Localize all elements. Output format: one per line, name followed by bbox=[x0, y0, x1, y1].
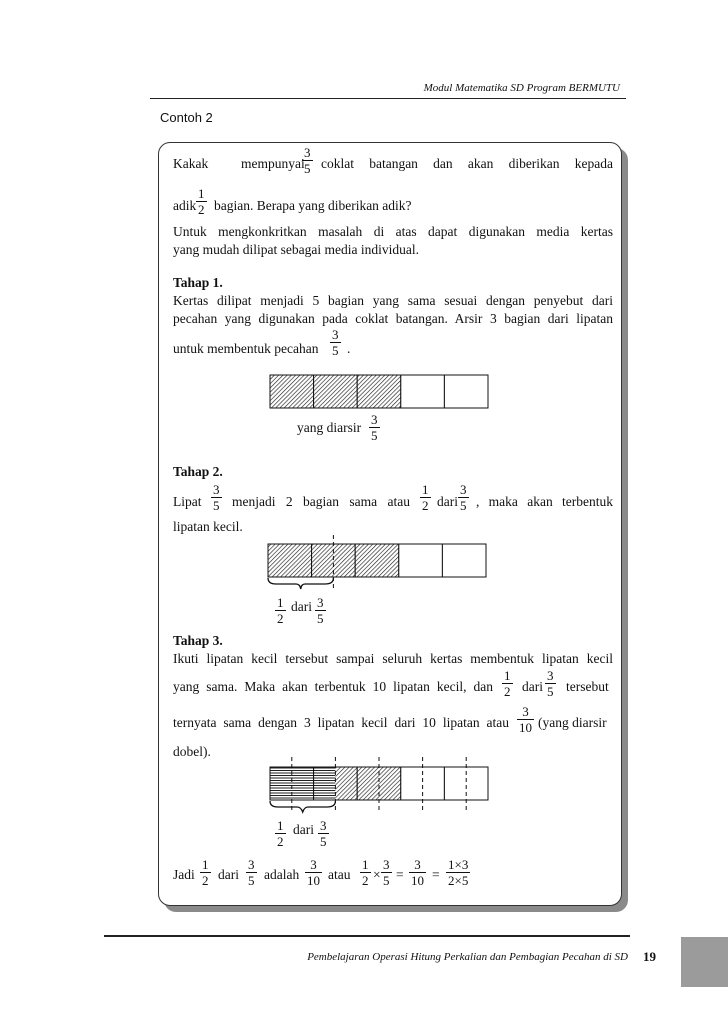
numerator: 1 bbox=[504, 668, 511, 683]
strip1-part-3-shaded bbox=[357, 375, 401, 408]
denominator: 5 bbox=[304, 161, 311, 176]
numerator: 1 bbox=[277, 595, 284, 610]
denominator: 5 bbox=[460, 498, 467, 513]
tahap1-line2: pecahan yang digunakan pada coklat batangan. Arsir 3 bagian dari lipatan bbox=[173, 311, 613, 326]
conclusion-fraction-3-5 bbox=[246, 858, 257, 887]
tahap3-fraction-1-2 bbox=[502, 669, 513, 698]
conclusion-equals-2: = bbox=[432, 867, 440, 882]
denominator: 10 bbox=[411, 873, 424, 888]
intro-line2-rest: bagian. Berapa yang diberikan adik? bbox=[214, 198, 412, 213]
tahap3-brace-fraction-1-2 bbox=[275, 819, 286, 848]
intro-word-mempunyai: mempunyai bbox=[241, 156, 305, 171]
numerator: 3 bbox=[304, 145, 311, 160]
conclusion-fraction-3-10 bbox=[305, 858, 322, 887]
intro-word-adik: adik bbox=[173, 198, 197, 213]
tahap2-text-middle: menjadi 2 bagian sama atau bbox=[232, 494, 410, 509]
denominator: 2 bbox=[362, 873, 369, 888]
conclusion-word-adalah: adalah bbox=[264, 867, 300, 882]
numerator: 3 bbox=[332, 327, 339, 342]
numerator: 3 bbox=[213, 482, 220, 497]
tahap2-word-dari: dari bbox=[437, 494, 458, 509]
denominator: 2×5 bbox=[448, 873, 469, 888]
running-header: Modul Matematika SD Program BERMUTU bbox=[423, 82, 620, 94]
strip3-part-2a-double-shaded bbox=[314, 767, 336, 800]
tahap3-line2: yang sama. Maka akan terbentuk 10 lipatan kecil, dan bbox=[173, 679, 493, 694]
strip1-part-4 bbox=[401, 375, 445, 408]
conclusion-fraction-1-2 bbox=[200, 858, 211, 887]
intro-word-kakak: Kakak bbox=[173, 156, 209, 171]
tahap2-brace-fraction-1-2 bbox=[275, 596, 286, 625]
numerator: 1 bbox=[422, 482, 429, 497]
numerator: 3 bbox=[310, 857, 317, 872]
conclusion-fraction-product bbox=[446, 858, 470, 887]
tahap3-brace-word: dari bbox=[293, 822, 314, 837]
page-tab-marker bbox=[681, 937, 728, 987]
numerator: 3 bbox=[414, 857, 421, 872]
tahap1-period: . bbox=[347, 341, 351, 356]
intro-line3: Untuk mengkonkritkan masalah di atas dapat digunakan media kertas bbox=[173, 224, 613, 239]
denominator: 2 bbox=[198, 202, 205, 217]
strip1-part-5 bbox=[444, 375, 488, 408]
tahap2-brace-word: dari bbox=[291, 599, 312, 614]
strip2-part-1-shaded bbox=[268, 544, 312, 577]
numerator: 3 bbox=[248, 857, 255, 872]
denominator: 5 bbox=[248, 873, 255, 888]
intro-line1-rest: coklat batangan dan akan diberikan kepada bbox=[321, 156, 613, 171]
numerator: 1×3 bbox=[448, 857, 469, 872]
tahap2-fraction-3-5-b bbox=[458, 483, 469, 512]
footer-rule bbox=[104, 935, 630, 937]
denominator: 5 bbox=[320, 834, 327, 849]
numerator: 3 bbox=[317, 595, 324, 610]
tahap3-line4: dobel). bbox=[173, 744, 211, 759]
denominator: 5 bbox=[317, 611, 324, 626]
conclusion-fraction-3-5-b bbox=[381, 858, 392, 887]
tahap2-fraction-1-2 bbox=[420, 483, 431, 512]
conclusion-times-sign: × bbox=[373, 867, 381, 882]
denominator: 2 bbox=[202, 873, 209, 888]
tahap1-caption: yang diarsir bbox=[297, 420, 362, 435]
example-heading: Contoh 2 bbox=[160, 110, 213, 125]
conclusion-fraction-3-10-b bbox=[409, 858, 426, 887]
tahap1-caption-fraction bbox=[369, 413, 380, 442]
numerator: 1 bbox=[277, 818, 284, 833]
numerator: 1 bbox=[198, 186, 205, 201]
page-number: 19 bbox=[643, 949, 656, 964]
strip3-brace bbox=[270, 801, 335, 812]
tahap2-title: Tahap 2. bbox=[173, 464, 223, 479]
tahap1-line3: untuk membentuk pecahan bbox=[173, 341, 319, 356]
denominator: 5 bbox=[547, 684, 554, 699]
strip2-brace bbox=[268, 578, 333, 589]
numerator: 3 bbox=[522, 704, 529, 719]
denominator: 10 bbox=[307, 873, 320, 888]
conclusion-word-atau: atau bbox=[328, 867, 351, 882]
denominator: 2 bbox=[277, 834, 284, 849]
tahap2-brace-fraction-3-5 bbox=[315, 596, 326, 625]
numerator: 3 bbox=[547, 668, 554, 683]
denominator: 5 bbox=[332, 343, 339, 358]
numerator: 3 bbox=[320, 818, 327, 833]
numerator: 3 bbox=[371, 412, 378, 427]
intro-line4: yang mudah dilipat sebagai media individual. bbox=[173, 242, 419, 257]
strip3-part-2b-shaded bbox=[335, 767, 357, 800]
numerator: 1 bbox=[202, 857, 209, 872]
strip-tahap2 bbox=[268, 535, 486, 589]
numerator: 3 bbox=[383, 857, 390, 872]
tahap3-title: Tahap 3. bbox=[173, 633, 223, 648]
denominator: 2 bbox=[277, 611, 284, 626]
denominator: 2 bbox=[504, 684, 511, 699]
conclusion-fraction-1-2-b bbox=[360, 858, 371, 887]
conclusion-word-dari: dari bbox=[218, 867, 239, 882]
tahap2-word-lipat: Lipat bbox=[173, 494, 202, 509]
tahap2-line2: lipatan kecil. bbox=[173, 519, 243, 534]
conclusion-word-jadi: Jadi bbox=[173, 867, 195, 882]
denominator: 5 bbox=[371, 428, 378, 443]
tahap3-brace-fraction-3-5 bbox=[318, 819, 329, 848]
tahap1-title: Tahap 1. bbox=[173, 275, 223, 290]
tahap3-fraction-3-5 bbox=[545, 669, 556, 698]
tahap2-fraction-3-5 bbox=[211, 483, 222, 512]
numerator: 3 bbox=[460, 482, 467, 497]
strip-tahap1 bbox=[270, 375, 488, 408]
tahap1-line1: Kertas dilipat menjadi 5 bagian yang sama sesuai dengan penyebut dari bbox=[173, 293, 613, 308]
strip-tahap3 bbox=[270, 757, 488, 812]
running-footer: Pembelajaran Operasi Hitung Perkalian dan Pembagian Pecahan di SD bbox=[307, 951, 628, 963]
strip2-part-3-shaded bbox=[355, 544, 399, 577]
tahap3-line1: Ikuti lipatan kecil tersebut sampai seluruh kertas membentuk lipatan kecil bbox=[173, 651, 613, 666]
tahap3-word-dari: dari bbox=[522, 679, 543, 694]
tahap3-line3: ternyata sama dengan 3 lipatan kecil dari 10 lipatan atau bbox=[173, 715, 509, 730]
strip2-part-5 bbox=[442, 544, 486, 577]
strip2-part-4 bbox=[399, 544, 443, 577]
strip1-part-1-shaded bbox=[270, 375, 314, 408]
tahap3-word-tersebut: tersebut bbox=[566, 679, 609, 694]
tahap3-fraction-3-10 bbox=[517, 705, 534, 734]
tahap2-text-end: , maka akan terbentuk bbox=[476, 494, 613, 509]
denominator: 10 bbox=[519, 720, 532, 735]
denominator: 2 bbox=[422, 498, 429, 513]
denominator: 5 bbox=[213, 498, 220, 513]
strip1-part-2-shaded bbox=[314, 375, 358, 408]
conclusion-equals-1: = bbox=[396, 867, 404, 882]
numerator: 1 bbox=[362, 857, 369, 872]
tahap3-line3-end: (yang diarsir bbox=[538, 715, 607, 730]
denominator: 5 bbox=[383, 873, 390, 888]
